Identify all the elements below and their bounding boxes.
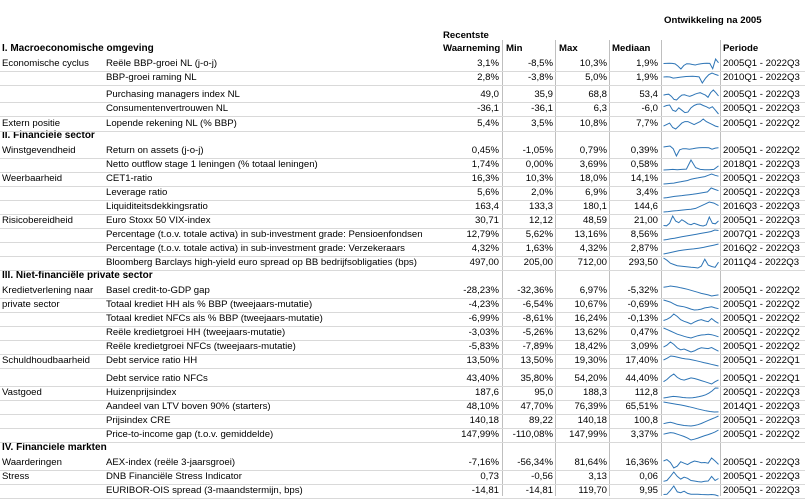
indicator-cell: Reële kredietgroei HH (tweejaars-mutatie): [106, 327, 286, 338]
period-cell: 2005Q1 - 2022Q2: [723, 118, 800, 129]
trend-sparkline: [663, 471, 719, 483]
period-cell: 2016Q2 - 2022Q3: [723, 243, 800, 254]
min-value-cell: -5,26%: [522, 327, 553, 338]
trend-sparkline: [663, 243, 719, 255]
period-cell: 2007Q1 - 2022Q3: [723, 229, 800, 240]
trend-sparkline: [663, 485, 719, 497]
table-row: [0, 340, 805, 355]
table-row: [0, 312, 805, 327]
table-row: [0, 256, 805, 271]
period-cell: 2005Q1 - 2022Q3: [723, 103, 800, 114]
sparkline-series: [664, 342, 719, 352]
min-value-cell: 10,3%: [525, 173, 553, 184]
table-row: [0, 372, 805, 387]
recent-value-cell: -14,81: [471, 485, 499, 496]
trend-sparkline: [663, 387, 719, 399]
recent-value-cell: -7,16%: [468, 457, 499, 468]
trend-sparkline: [663, 429, 719, 441]
sparkline-series: [664, 430, 719, 440]
min-value-cell: -6,54%: [522, 299, 553, 310]
max-value-cell: 76,39%: [574, 401, 607, 412]
min-value-cell: 47,70%: [520, 401, 553, 412]
sparkline-series: [664, 160, 719, 170]
group-cell: Schuldhoudbaarheid: [2, 355, 91, 366]
table-row: [0, 228, 805, 243]
min-value-cell: 2,0%: [531, 187, 553, 198]
table-row: [0, 57, 805, 72]
trend-sparkline: [663, 103, 719, 115]
median-value-cell: 21,00: [633, 215, 658, 226]
group-cell: private sector: [2, 299, 60, 310]
period-cell: 2011Q4 - 2022Q3: [723, 257, 800, 268]
sparkline-series: [664, 104, 719, 114]
max-value-cell: 3,13: [588, 471, 607, 482]
min-value-cell: 0,00%: [525, 159, 553, 170]
recent-value-cell: 12,79%: [466, 229, 499, 240]
indicator-cell: Lopende rekening NL (% BBP): [106, 118, 237, 129]
period-cell: 2005Q1 - 2022Q2: [723, 313, 800, 324]
sparkline-series: [664, 388, 719, 398]
median-value-cell: 14,1%: [630, 173, 658, 184]
recent-value-cell: 16,3%: [471, 173, 499, 184]
max-value-cell: 0,79%: [579, 145, 607, 156]
group-cell: Risicobereidheid: [2, 215, 73, 226]
indicator-cell: Percentage (t.o.v. totale activa) in sub-investment grade: Pensioenfondsen: [106, 229, 423, 240]
sparkline-series: [664, 300, 719, 310]
max-value-cell: 140,18: [577, 415, 607, 426]
table-row: [0, 214, 805, 229]
max-value-cell: 18,0%: [579, 173, 607, 184]
median-value-cell: -0,69%: [627, 299, 658, 310]
max-value-cell: 147,99%: [569, 429, 607, 440]
table-row: [0, 400, 805, 415]
median-value-cell: 16,36%: [625, 457, 658, 468]
min-value-cell: 133,3: [528, 201, 553, 212]
table-row: [0, 484, 805, 499]
median-value-cell: 0,39%: [630, 145, 658, 156]
trend-sparkline: [663, 89, 719, 101]
period-cell: 2005Q1 - 2022Q3: [723, 471, 800, 482]
sparkline-series: [664, 356, 719, 366]
period-cell: 2005Q1 - 2022Q3: [723, 187, 800, 198]
max-value-cell: 16,24%: [574, 313, 607, 324]
recent-value-cell: 1,74%: [471, 159, 499, 170]
median-value-cell: 0,47%: [630, 327, 658, 338]
min-header: Min: [506, 43, 523, 54]
period-header: Periode: [723, 43, 759, 54]
indicator-cell: Netto outflow stage 1 leningen (% totaal leningen): [106, 159, 318, 170]
indicator-cell: CET1-ratio: [106, 173, 153, 184]
min-value-cell: -7,89%: [522, 341, 553, 352]
min-value-cell: 35,80%: [520, 373, 553, 384]
recent-value-cell: 30,71: [474, 215, 499, 226]
min-value-cell: -3,8%: [527, 72, 553, 83]
max-value-cell: 10,67%: [574, 299, 607, 310]
median-value-cell: 3,4%: [636, 187, 658, 198]
period-cell: 2005Q1 - 2022Q2: [723, 327, 800, 338]
trend-sparkline: [663, 72, 719, 84]
median-value-cell: 1,9%: [636, 58, 658, 69]
median-value-cell: 144,6: [633, 201, 658, 212]
table-row: [0, 456, 805, 471]
max-value-cell: 54,20%: [574, 373, 607, 384]
period-cell: 2005Q1 - 2022Q2: [723, 341, 800, 352]
recent-value-cell: -3,03%: [468, 327, 499, 338]
section-title: IV. Financiele markten: [2, 442, 107, 453]
max-value-cell: 10,3%: [579, 58, 607, 69]
trend-sparkline: [663, 229, 719, 241]
section-title: I. Macroeconomische omgeving: [2, 43, 154, 54]
median-value-cell: 8,56%: [630, 229, 658, 240]
indicator-cell: Consumentenvertrouwen NL: [106, 103, 229, 114]
min-value-cell: -14,81: [525, 485, 553, 496]
indicator-cell: Totaal krediet NFCs als % BBP (tweejaars-mutatie): [106, 313, 323, 324]
max-value-cell: 13,62%: [574, 327, 607, 338]
max-value-cell: 4,32%: [579, 243, 607, 254]
period-cell: 2005Q1 - 2022Q1: [723, 373, 800, 384]
sparkline-series: [664, 328, 719, 338]
trend-sparkline: [663, 299, 719, 311]
indicator-cell: Aandeel van LTV boven 90% (starters): [106, 401, 271, 412]
trend-sparkline: [663, 313, 719, 325]
max-value-cell: 18,42%: [574, 341, 607, 352]
table-row: [0, 117, 805, 132]
indicator-cell: EURIBOR-OIS spread (3-maandstermijn, bps): [106, 485, 303, 496]
trend-sparkline: [663, 401, 719, 413]
trend-sparkline: [663, 145, 719, 157]
sparkline-series: [664, 174, 719, 184]
table-row: [0, 144, 805, 159]
period-cell: 2005Q1 - 2022Q2: [723, 299, 800, 310]
recent-value-cell: -5,83%: [468, 341, 499, 352]
max-value-cell: 180,1: [582, 201, 607, 212]
recent-value-cell: 13,50%: [466, 355, 499, 366]
indicator-cell: Leverage ratio: [106, 187, 168, 198]
trend-sparkline: [663, 327, 719, 339]
trend-sparkline: [663, 173, 719, 185]
max-value-cell: 13,16%: [574, 229, 607, 240]
period-cell: 2005Q1 - 2022Q3: [723, 415, 800, 426]
sparkline-series: [664, 486, 719, 496]
sparkline-series: [664, 202, 719, 212]
min-value-cell: -8,61%: [522, 313, 553, 324]
trend-sparkline: [663, 118, 719, 130]
table-row: [0, 172, 805, 187]
median-value-cell: 1,9%: [636, 72, 658, 83]
period-cell: 2005Q1 - 2022Q3: [723, 89, 800, 100]
min-value-cell: -8,5%: [527, 58, 553, 69]
indicator-cell: Totaal krediet HH als % BBP (tweejaars-mutatie): [106, 299, 313, 310]
min-value-cell: 205,00: [523, 257, 553, 268]
trend-sparkline: [663, 201, 719, 213]
median-value-cell: 53,4: [639, 89, 658, 100]
recent-value-cell: 140,18: [469, 415, 499, 426]
min-value-cell: 1,63%: [525, 243, 553, 254]
sparkline-series: [664, 73, 719, 83]
max-value-cell: 712,00: [577, 257, 607, 268]
period-cell: 2005Q1 - 2022Q3: [723, 457, 800, 468]
median-value-cell: 0,06: [639, 471, 658, 482]
recent-value-cell: 5,4%: [477, 118, 499, 129]
sparkline-series: [664, 188, 719, 198]
max-value-cell: 6,97%: [579, 285, 607, 296]
indicator-cell: DNB Financiële Stress Indicator: [106, 471, 242, 482]
median-value-cell: 7,7%: [636, 118, 658, 129]
median-value-cell: 293,50: [628, 257, 658, 268]
group-cell: Extern positie: [2, 118, 61, 129]
sparkline-series: [664, 286, 719, 296]
group-cell: Kredietverlening naar: [2, 285, 94, 296]
max-value-cell: 19,30%: [574, 355, 607, 366]
max-value-cell: 81,64%: [574, 457, 607, 468]
table-row: [0, 186, 805, 201]
table-row: [0, 354, 805, 369]
table-row: [0, 386, 805, 401]
sparkline-series: [664, 216, 719, 226]
trend-sparkline: [663, 355, 719, 367]
sparkline-series: [664, 59, 719, 69]
recent-value-cell: 49,0: [480, 89, 499, 100]
recent-header-line1: Recentste: [443, 30, 489, 41]
trend-sparkline: [663, 187, 719, 199]
median-header: Mediaan: [612, 43, 651, 54]
min-value-cell: 35,9: [534, 89, 553, 100]
indicator-cell: Percentage (t.o.v. totale activa) in sub-investment grade: Verzekeraars: [106, 243, 405, 254]
table-row: [0, 298, 805, 313]
trend-sparkline: [663, 159, 719, 171]
trend-sparkline: [663, 285, 719, 297]
group-cell: Vastgoed: [2, 387, 42, 398]
min-value-cell: -110,08%: [512, 429, 553, 440]
recent-value-cell: -4,23%: [468, 299, 499, 310]
sparkline-series: [664, 314, 719, 324]
median-value-cell: -5,32%: [627, 285, 658, 296]
table-row: [0, 102, 805, 117]
table-row: [0, 414, 805, 429]
median-value-cell: 100,8: [633, 415, 658, 426]
period-cell: 2005Q1 - 2022Q2: [723, 285, 800, 296]
max-value-cell: 6,3: [593, 103, 607, 114]
table-row: [0, 284, 805, 299]
median-value-cell: 3,09%: [630, 341, 658, 352]
section-title: III. Niet-financiële private sector: [2, 270, 153, 281]
table-row: [0, 326, 805, 341]
group-cell: Waarderingen: [2, 457, 62, 468]
median-value-cell: 0,58%: [630, 159, 658, 170]
sparkline-series: [664, 458, 719, 468]
sparkline-series: [664, 230, 719, 240]
indicator-cell: Reële kredietgroei NFCs (tweejaars-mutatie): [106, 341, 296, 352]
recent-value-cell: 3,1%: [477, 58, 499, 69]
trend-sparkline: [663, 58, 719, 70]
median-value-cell: 44,40%: [625, 373, 658, 384]
table-row: [0, 470, 805, 485]
period-cell: 2014Q1 - 2022Q3: [723, 401, 800, 412]
recent-header-line2: Waarneming: [443, 43, 501, 54]
recent-value-cell: -6,99%: [468, 313, 499, 324]
trend-sparkline: [663, 373, 719, 385]
indicator-cell: Prijsindex CRE: [106, 415, 171, 426]
sparkline-series: [664, 402, 719, 412]
table-row: [0, 88, 805, 103]
recent-value-cell: 163,4: [474, 201, 499, 212]
trend-sparkline: [663, 257, 719, 269]
group-cell: Weerbaarheid: [2, 173, 63, 184]
max-value-cell: 3,69%: [579, 159, 607, 170]
max-value-cell: 119,70: [578, 485, 607, 496]
period-cell: 2005Q1 - 2022Q3: [723, 58, 800, 69]
max-value-cell: 48,59: [582, 215, 607, 226]
recent-value-cell: 497,00: [469, 257, 499, 268]
trend-sparkline: [663, 457, 719, 469]
sparkline-series: [664, 146, 719, 156]
indicator-cell: Bloomberg Barclays high-yield euro spread op BB bedrijfsobligaties (bps): [106, 257, 417, 268]
sparkline-series: [664, 90, 719, 100]
indicator-cell: BBP-groei raming NL: [106, 72, 197, 83]
min-value-cell: -36,1: [531, 103, 553, 114]
min-value-cell: 13,50%: [520, 355, 553, 366]
recent-value-cell: 147,99%: [461, 429, 499, 440]
period-cell: 2005Q1 - 2022Q3: [723, 173, 800, 184]
min-value-cell: -32,36%: [517, 285, 553, 296]
table-row: [0, 71, 805, 86]
max-value-cell: 6,9%: [585, 187, 607, 198]
recent-value-cell: 0,73: [480, 471, 499, 482]
median-value-cell: -6,0: [641, 103, 658, 114]
table-row: [0, 242, 805, 257]
min-value-cell: -56,34%: [517, 457, 553, 468]
sparkline-series: [664, 258, 719, 268]
development-header: Ontwikkeling na 2005: [664, 15, 762, 26]
recent-value-cell: -28,23%: [463, 285, 499, 296]
sparkline-series: [664, 374, 719, 384]
median-value-cell: 112,8: [634, 387, 658, 398]
min-value-cell: 95,0: [534, 387, 553, 398]
period-cell: 2005Q1 - 2022Q1: [723, 355, 800, 366]
indicator-cell: Euro Stoxx 50 VIX-index: [106, 215, 211, 226]
min-value-cell: -0,56: [531, 471, 553, 482]
max-value-cell: 68,8: [588, 89, 607, 100]
sparkline-series: [664, 119, 719, 129]
period-cell: 2005Q1 - 2022Q2: [723, 145, 800, 156]
period-cell: 2005Q1 - 2022Q3: [723, 215, 800, 226]
section-title: II. Financiële sector: [2, 130, 95, 141]
min-value-cell: 3,5%: [531, 118, 553, 129]
period-cell: 2016Q3 - 2022Q3: [723, 201, 800, 212]
max-value-cell: 5,0%: [585, 72, 607, 83]
sparkline-series: [664, 472, 719, 482]
group-cell: Stress: [2, 471, 30, 482]
median-value-cell: 17,40%: [625, 355, 658, 366]
median-value-cell: 65,51%: [625, 401, 658, 412]
recent-value-cell: 48,10%: [466, 401, 499, 412]
table-row: [0, 428, 805, 443]
period-cell: 2005Q1 - 2022Q2: [723, 429, 800, 440]
median-value-cell: 3,37%: [630, 429, 658, 440]
trend-sparkline: [663, 341, 719, 353]
period-cell: 2010Q1 - 2022Q3: [723, 72, 800, 83]
max-value-cell: 188,3: [582, 387, 607, 398]
min-value-cell: 89,22: [528, 415, 553, 426]
indicator-cell: Return on assets (j-o-j): [106, 145, 204, 156]
indicator-cell: Basel credit-to-GDP gap: [106, 285, 210, 296]
median-value-cell: 9,95: [639, 485, 658, 496]
sparkline-series: [664, 244, 719, 254]
recent-value-cell: 187,6: [474, 387, 499, 398]
table-row: [0, 158, 805, 173]
period-cell: 2005Q1 - 2022Q3: [723, 485, 800, 496]
indicator-cell: Liquiditeitsdekkingsratio: [106, 201, 208, 212]
recent-value-cell: 0,45%: [471, 145, 499, 156]
sparkline-series: [664, 416, 719, 426]
median-value-cell: 2,87%: [630, 243, 658, 254]
table-row: [0, 200, 805, 215]
trend-sparkline: [663, 215, 719, 227]
indicator-cell: Debt service ratio NFCs: [106, 373, 208, 384]
indicator-cell: Huizenprijsindex: [106, 387, 177, 398]
indicator-cell: Reële BBP-groei NL (j-o-j): [106, 58, 218, 69]
min-value-cell: 12,12: [528, 215, 553, 226]
recent-value-cell: -36,1: [477, 103, 499, 114]
max-value-cell: 10,8%: [579, 118, 607, 129]
period-cell: 2005Q1 - 2022Q3: [723, 387, 800, 398]
group-cell: Economische cyclus: [2, 58, 89, 69]
trend-sparkline: [663, 415, 719, 427]
min-value-cell: -1,05%: [522, 145, 553, 156]
min-value-cell: 5,62%: [525, 229, 553, 240]
indicator-cell: Price-to-income gap (t.o.v. gemiddelde): [106, 429, 274, 440]
indicator-cell: Purchasing managers index NL: [106, 89, 240, 100]
group-cell: Winstgevendheid: [2, 145, 76, 156]
period-cell: 2018Q1 - 2022Q3: [723, 159, 800, 170]
median-value-cell: -0,13%: [627, 313, 658, 324]
max-header: Max: [559, 43, 578, 54]
recent-value-cell: 43,40%: [466, 373, 499, 384]
recent-value-cell: 2,8%: [477, 72, 499, 83]
indicator-cell: Debt service ratio HH: [106, 355, 198, 366]
recent-value-cell: 4,32%: [471, 243, 499, 254]
indicator-cell: AEX-index (reële 3-jaarsgroei): [106, 457, 236, 468]
recent-value-cell: 5,6%: [477, 187, 499, 198]
